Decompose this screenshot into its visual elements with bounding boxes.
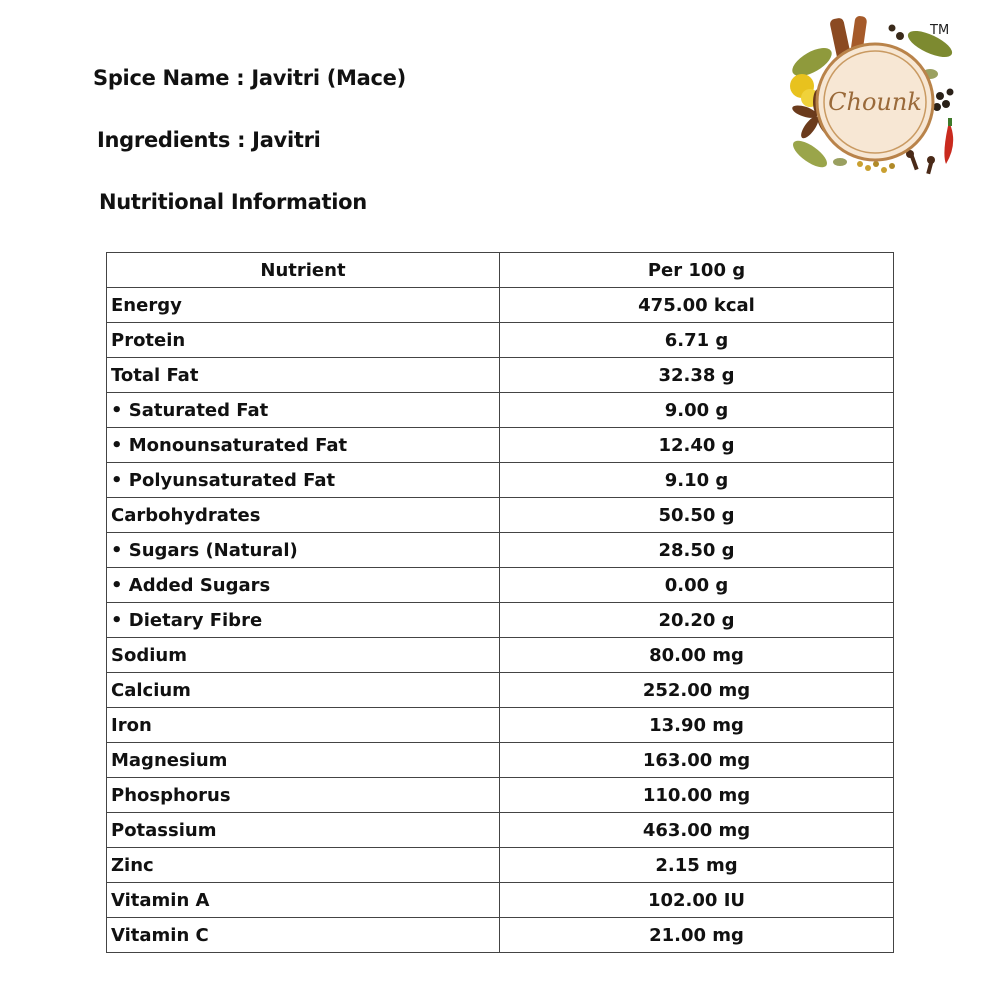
nutrient-value: 252.00 mg <box>500 673 894 708</box>
table-row <box>107 463 894 498</box>
table-row <box>107 638 894 673</box>
nutrient-value: 475.00 kcal <box>500 288 894 323</box>
brand-logo <box>780 14 970 184</box>
nutrient-value: 102.00 IU <box>500 883 894 918</box>
nutrient-name: Vitamin A <box>107 883 500 918</box>
table-row <box>107 603 894 638</box>
nutrient-name: Energy <box>107 288 500 323</box>
nutrient-name: Zinc <box>107 848 500 883</box>
brand-name-text: Chounk <box>828 88 922 116</box>
nutrient-value: 9.00 g <box>500 393 894 428</box>
ingredients-line: Ingredients : Javitri <box>97 128 321 152</box>
header-per-100g: Per 100 g <box>500 253 894 288</box>
table-row <box>107 498 894 533</box>
nutrient-value: 463.00 mg <box>500 813 894 848</box>
table-row <box>107 848 894 883</box>
nutrient-name: Sodium <box>107 638 500 673</box>
nutrient-name: Carbohydrates <box>107 498 500 533</box>
table-row <box>107 708 894 743</box>
table-row <box>107 673 894 708</box>
nutrient-value: 163.00 mg <box>500 743 894 778</box>
table-row <box>107 883 894 918</box>
nutrient-value: 12.40 g <box>500 428 894 463</box>
nutrient-value: 0.00 g <box>500 568 894 603</box>
nutrient-name: • Monounsaturated Fat <box>107 428 500 463</box>
nutrient-name: • Dietary Fibre <box>107 603 500 638</box>
nutrient-value: 9.10 g <box>500 463 894 498</box>
nutrient-name: Vitamin C <box>107 918 500 953</box>
nutrient-name: Magnesium <box>107 743 500 778</box>
table-row <box>107 393 894 428</box>
table-row <box>107 428 894 463</box>
table-row <box>107 323 894 358</box>
nutrient-name: • Polyunsaturated Fat <box>107 463 500 498</box>
table-row <box>107 813 894 848</box>
nutrient-value: 50.50 g <box>500 498 894 533</box>
table-row <box>107 358 894 393</box>
spice-name-line: Spice Name : Javitri (Mace) <box>93 66 406 90</box>
trademark-symbol: TM <box>930 23 950 38</box>
nutrition-table <box>106 252 894 953</box>
nutrient-name: Calcium <box>107 673 500 708</box>
nutrition-heading: Nutritional Information <box>99 190 367 214</box>
header-nutrient: Nutrient <box>107 253 500 288</box>
nutrient-name: Phosphorus <box>107 778 500 813</box>
table-header-row <box>107 253 894 288</box>
nutrient-name: • Sugars (Natural) <box>107 533 500 568</box>
table-row <box>107 743 894 778</box>
nutrient-value: 21.00 mg <box>500 918 894 953</box>
nutrient-value: 6.71 g <box>500 323 894 358</box>
nutrient-name: Potassium <box>107 813 500 848</box>
nutrient-value: 110.00 mg <box>500 778 894 813</box>
nutrient-name: • Added Sugars <box>107 568 500 603</box>
table-row <box>107 288 894 323</box>
table-row <box>107 918 894 953</box>
nutrient-value: 20.20 g <box>500 603 894 638</box>
table-row <box>107 533 894 568</box>
table-row <box>107 778 894 813</box>
nutrient-name: Protein <box>107 323 500 358</box>
table-row <box>107 568 894 603</box>
nutrient-name: • Saturated Fat <box>107 393 500 428</box>
nutrient-value: 2.15 mg <box>500 848 894 883</box>
nutrient-name: Total Fat <box>107 358 500 393</box>
nutrient-value: 80.00 mg <box>500 638 894 673</box>
nutrient-value: 28.50 g <box>500 533 894 568</box>
nutrient-name: Iron <box>107 708 500 743</box>
nutrient-value: 13.90 mg <box>500 708 894 743</box>
nutrient-value: 32.38 g <box>500 358 894 393</box>
